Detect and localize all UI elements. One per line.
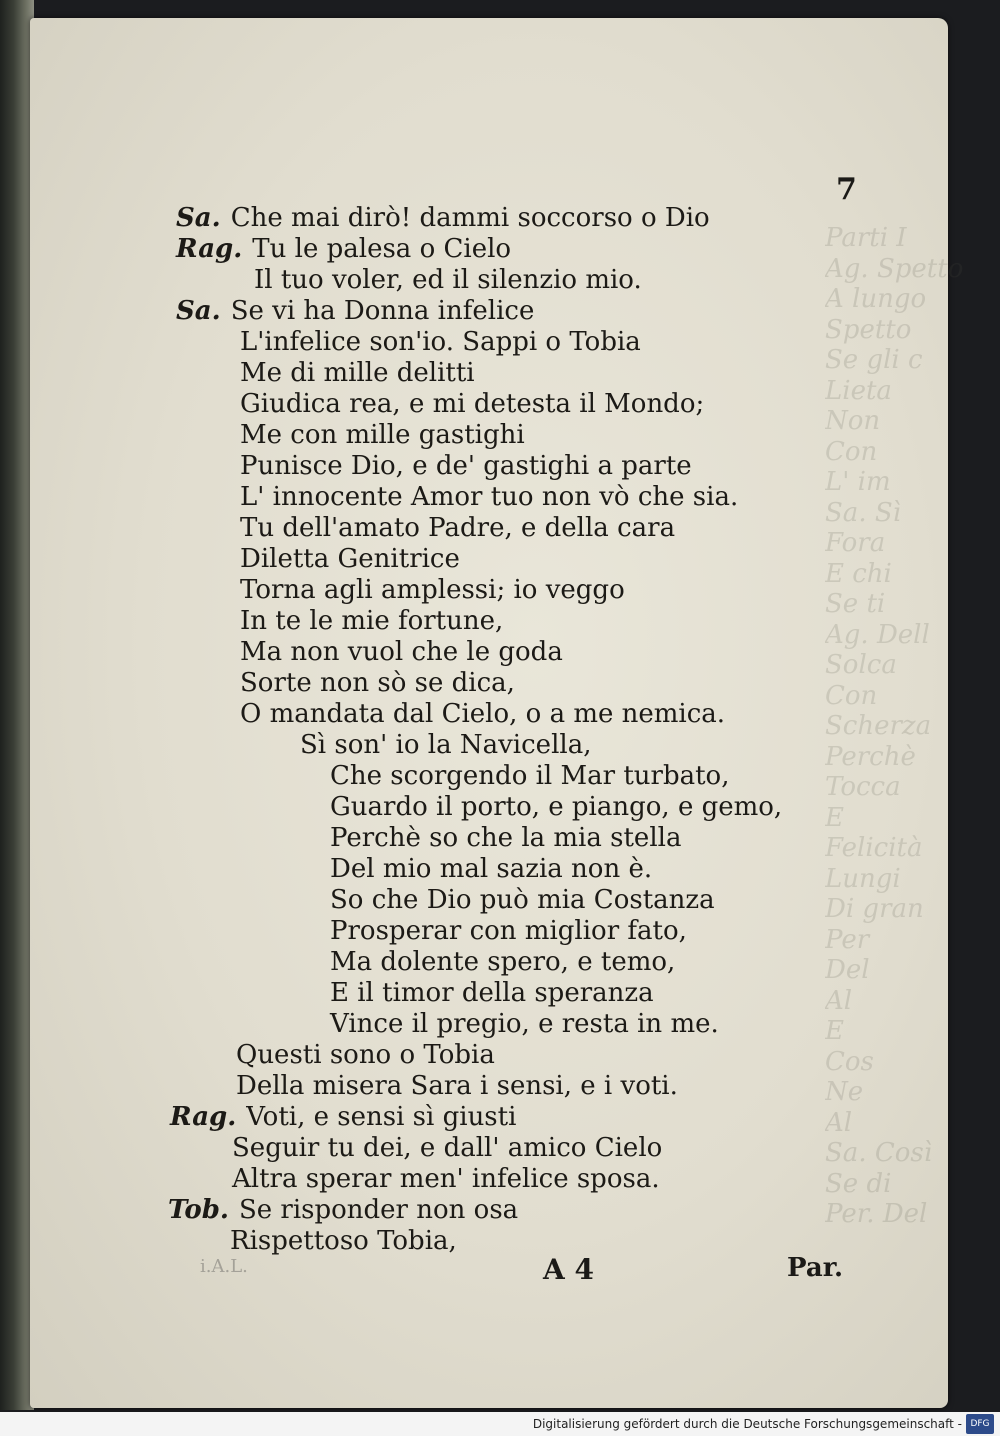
verse-line [240, 606, 503, 637]
verse-line-text: Ma dolente spero, e temo, [330, 947, 676, 977]
verse-line-text: Torna agli amplessi; io veggo [240, 575, 625, 605]
verse-line [240, 420, 525, 451]
verse-line [240, 575, 625, 606]
verse-line-text: Voti, e sensi sì giusti [246, 1102, 517, 1132]
verse-line-text: Che scorgendo il Mar turbato, [330, 761, 730, 791]
verse-line [330, 885, 715, 916]
verse-line [240, 544, 460, 575]
verse-line-text: Se vi ha Donna infelice [230, 296, 535, 326]
verse-line [176, 203, 710, 234]
verse-line [330, 823, 681, 854]
verse-line-text: Rispettoso Tobia, [230, 1226, 457, 1256]
verse-line-text: Tu dell'amato Padre, e della cara [240, 513, 676, 543]
speaker-label: Sa. [176, 203, 221, 233]
page-number: 7 [836, 172, 857, 207]
verse-line [236, 1040, 495, 1071]
verse-line-text: Seguir tu dei, e dall' amico Cielo [232, 1133, 663, 1163]
verse-line [240, 513, 675, 544]
speaker-label: Rag. [170, 1102, 237, 1132]
verse-line [232, 1164, 660, 1195]
verse-line-text: E il timor della speranza [330, 978, 654, 1008]
verse-line [240, 668, 515, 699]
verse-line-text: Prosperar con miglior fato, [330, 916, 687, 946]
verse-line-text: Me con mille gastighi [240, 420, 525, 450]
verse-line-text: Questi sono o Tobia [236, 1040, 495, 1070]
verse-line [170, 1102, 516, 1133]
verse-line-text: Tu le palesa o Cielo [252, 234, 512, 264]
digitization-credit: Digitalisierung gefördert durch die Deutsche Forschungsgemeinschaft - [0, 1412, 1000, 1436]
verse-line-text: Me di mille delitti [240, 358, 475, 388]
book-spine-edge [0, 0, 34, 1410]
verse-line-text: So che Dio può mia Costanza [330, 885, 715, 915]
verse-line-text: L' innocente Amor tuo non vò che sia. [240, 482, 739, 512]
verse-line [330, 792, 782, 823]
verse-line-text: Punisce Dio, e de' gastighi a parte [240, 451, 692, 481]
verse-line [330, 978, 654, 1009]
verse-line [300, 730, 591, 761]
verse-line [240, 482, 738, 513]
verse-line-text: Guardo il porto, e piango, e gemo, [330, 792, 783, 822]
verse-line [240, 389, 704, 420]
speaker-label: Rag. [176, 234, 243, 264]
verse-line [240, 637, 563, 668]
verse-line-text: Vince il pregio, e resta in me. [330, 1009, 719, 1039]
verse-line [176, 296, 534, 327]
verse-line-text: Della misera Sara i sensi, e i voti. [236, 1071, 678, 1101]
verse-line [236, 1071, 678, 1102]
signature-mark: A 4 [543, 1253, 594, 1286]
verse-line [176, 234, 511, 265]
verse-line [254, 265, 642, 296]
verse-line [330, 947, 675, 978]
verse-line [240, 699, 725, 730]
bleed-through-text: Parti I Ag. Spetto A lungo Spetto Se gli c Lieta Non Con L' im Sa. Sì Fora E chi Se ti Ag. Dell Solca Con Scherza Perchè Tocca E Felicità Lungi Di gran Per Del Al E Cos Ne Al Sa. Così Se di Per. Del [825, 223, 964, 1229]
verse-line [330, 916, 687, 947]
verse-line-text: Ma non vuol che le goda [240, 637, 563, 667]
verse-line-text: Sì son' io la Navicella, [300, 730, 592, 760]
verse-line [240, 327, 641, 358]
verse-line-text: Il tuo voler, ed il silenzio mio. [254, 265, 642, 295]
verse-line [240, 451, 692, 482]
catchword: Par. [787, 1253, 844, 1283]
library-stamp: i.A.L. [200, 1256, 248, 1277]
verse-line [240, 358, 475, 389]
dfg-logo-icon: DFG [966, 1414, 994, 1434]
verse-line [168, 1195, 518, 1226]
verse-line-text: Se risponder non osa [238, 1195, 519, 1225]
verse-line-text: L'infelice son'io. Sappi o Tobia [240, 327, 641, 357]
verse-line-text: Che mai dirò! dammi soccorso o Dio [230, 203, 710, 233]
verse-line [232, 1133, 662, 1164]
verse-line-text: Sorte non sò se dica, [240, 668, 515, 698]
verse-line-text: Perchè so che la mia stella [330, 823, 682, 853]
verse-line [330, 1009, 719, 1040]
verse-line [230, 1226, 457, 1257]
verse-line [330, 854, 652, 885]
verse-line [330, 761, 729, 792]
verse-line-text: Altra sperar men' infelice sposa. [232, 1164, 660, 1194]
verse-line-text: Diletta Genitrice [240, 544, 460, 574]
verse-line-text: Giudica rea, e mi detesta il Mondo; [240, 389, 705, 419]
speaker-label: Tob. [168, 1195, 229, 1225]
verse-line-text: Del mio mal sazia non è. [330, 854, 653, 884]
verse-line-text: In te le mie fortune, [240, 606, 504, 636]
speaker-label: Sa. [176, 296, 221, 326]
verse-line-text: O mandata dal Cielo, o a me nemica. [240, 699, 726, 729]
